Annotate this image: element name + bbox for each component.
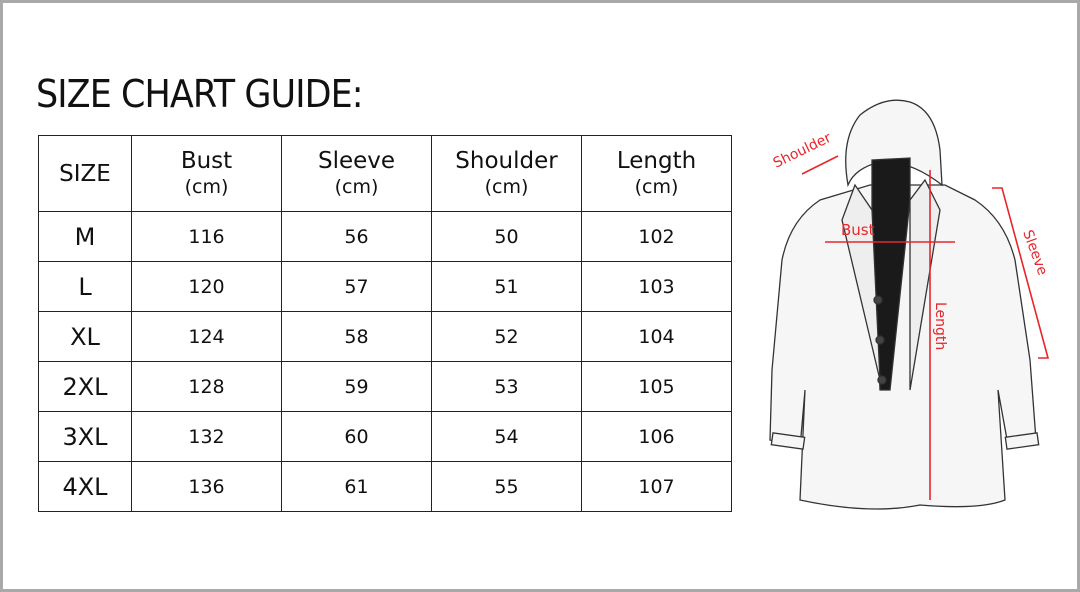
header-size: SIZE (39, 136, 132, 212)
value-cell: 50 (432, 212, 582, 262)
header-shoulder: Shoulder (cm) (432, 136, 582, 212)
coat-diagram (760, 90, 1060, 530)
value-cell: 107 (582, 462, 732, 512)
table-row (39, 412, 732, 462)
value-cell: 136 (132, 462, 282, 512)
length-label: Length (932, 302, 948, 351)
size-cell: 4XL (39, 462, 132, 512)
value-cell: 120 (132, 262, 282, 312)
size-table (38, 135, 732, 512)
value-cell: 53 (432, 362, 582, 412)
value-cell: 104 (582, 312, 732, 362)
table-header-row (39, 136, 732, 212)
table-row (39, 212, 732, 262)
size-cell: XL (39, 312, 132, 362)
page-title: SIZE CHART GUIDE: (36, 72, 363, 116)
header-bust: Bust (cm) (132, 136, 282, 212)
value-cell: 132 (132, 412, 282, 462)
sleeve-label: Sleeve (1019, 227, 1051, 278)
table-row (39, 312, 732, 362)
size-cell: 3XL (39, 412, 132, 462)
value-cell: 60 (282, 412, 432, 462)
value-cell: 61 (282, 462, 432, 512)
value-cell: 116 (132, 212, 282, 262)
table-row (39, 362, 732, 412)
value-cell: 103 (582, 262, 732, 312)
value-cell: 105 (582, 362, 732, 412)
bust-label: Bust (841, 221, 875, 239)
value-cell: 59 (282, 362, 432, 412)
size-cell: L (39, 262, 132, 312)
shoulder-line (802, 156, 838, 174)
value-cell: 52 (432, 312, 582, 362)
value-cell: 58 (282, 312, 432, 362)
value-cell: 57 (282, 262, 432, 312)
value-cell: 55 (432, 462, 582, 512)
value-cell: 106 (582, 412, 732, 462)
value-cell: 102 (582, 212, 732, 262)
table-row (39, 262, 732, 312)
shoulder-label: Shoulder (770, 129, 834, 172)
header-sleeve: Sleeve (cm) (282, 136, 432, 212)
value-cell: 56 (282, 212, 432, 262)
size-cell: 2XL (39, 362, 132, 412)
size-cell: M (39, 212, 132, 262)
value-cell: 54 (432, 412, 582, 462)
value-cell: 124 (132, 312, 282, 362)
value-cell: 128 (132, 362, 282, 412)
table-row (39, 462, 732, 512)
value-cell: 51 (432, 262, 582, 312)
header-length: Length (cm) (582, 136, 732, 212)
